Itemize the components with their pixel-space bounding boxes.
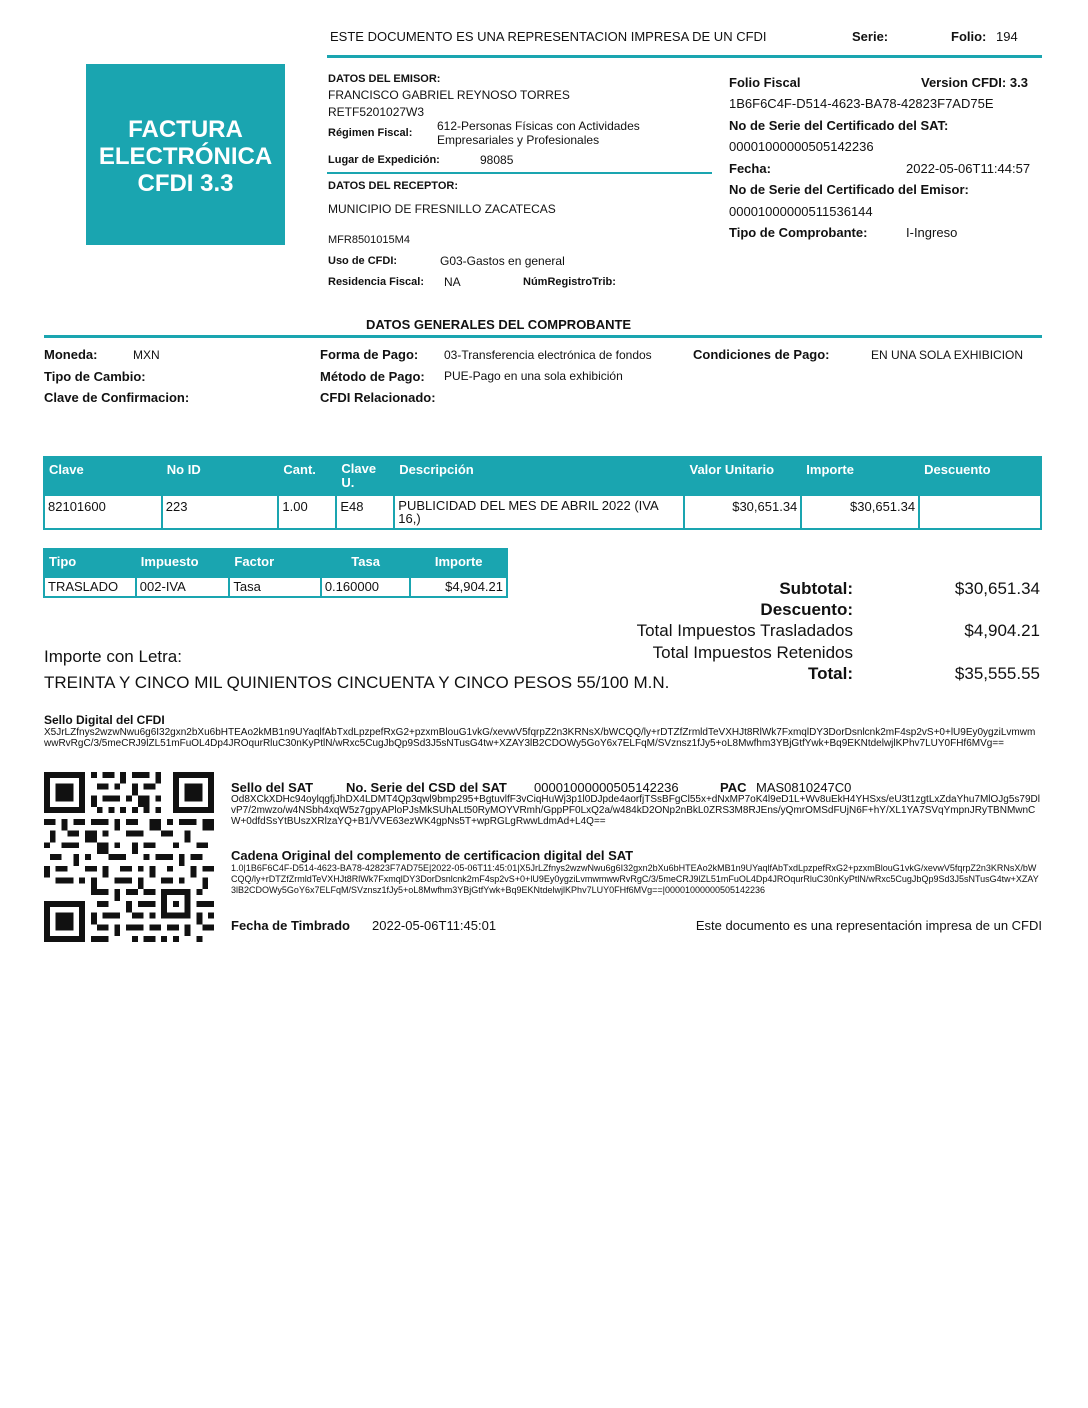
col-importe-impuesto: Importe	[410, 549, 507, 577]
cadena-original-label: Cadena Original del complemento de certificacion digital del SAT	[231, 848, 634, 863]
tipo-comprobante-label: Tipo de Comprobante:	[729, 225, 868, 240]
cell-impuesto: 002-IVA	[136, 577, 230, 597]
col-impuesto: Impuesto	[136, 549, 230, 577]
num-registro-label: NúmRegistroTrib:	[523, 276, 616, 288]
col-clave-unidad: Clave U.	[336, 457, 394, 495]
version-cfdi-label: Version CFDI: 3.3	[921, 75, 1028, 90]
receptor-name: MUNICIPIO DE FRESNILLO ZACATECAS	[328, 202, 556, 216]
cell-tipo: TRASLADO	[44, 577, 136, 597]
subtotal-label: Subtotal:	[779, 579, 853, 598]
tipo-comprobante-value: I-Ingreso	[906, 225, 958, 240]
subtotal-value: $30,651.34	[954, 579, 1040, 598]
fecha-timbrado-label: Fecha de Timbrado	[231, 918, 350, 933]
lugar-label: Lugar de Expedición:	[328, 154, 440, 166]
importe-letra-value: TREINTA Y CINCO MIL QUINIENTOS CINCUENTA Y CINCO PESOS 55/100 M.N.	[44, 673, 670, 692]
table-row	[44, 495, 1041, 529]
col-tipo: Tipo	[44, 549, 136, 577]
pac-value: MAS0810247C0	[756, 780, 852, 795]
trasladados-value: $4,904.21	[964, 621, 1040, 640]
serie-label: Serie:	[852, 29, 889, 44]
cert-sat-label: No de Serie del Certificado del SAT:	[729, 118, 949, 133]
emisor-name: FRANCISCO GABRIEL REYNOSO TORRES	[328, 88, 570, 102]
cfdi-relacionado-label: CFDI Relacionado:	[320, 390, 436, 405]
col-no-id: No ID	[162, 457, 279, 495]
table-row	[44, 577, 507, 597]
sello-cfdi-value: X5JrLZfnys2wzwNwu6g6I32gxn2bXu6bHTEAo2kMB1n9UYaqlfAbTxdLpzpefRxG2+pzxmBlouG1vkG/xevwV5fqrpZ2n3KRNsX/bWCQQ/ly+rDTZfZrmldTeVXHJt8RlWk7FxmqlDY3DorDsnlcnk2mF4sp2vS+0+lU9Ey0ygziLvmwmwwRvRgC/3/5meCRJ9lZL51mFuOL4Dp4JROqurRluC30nKyPtlN/wRxc5CugJbQp9Sd3J5sNTusG4tw+XZAY3lB2CDOWy5GoY6x7ELFqM/SVznsz1fJy5+oL8Mwfhm3YBjGtfYwk+Bq9EKNtdelwjlKPhv7LUY0FHf6MVg==	[44, 727, 1036, 749]
cell-cantidad: 1.00	[278, 495, 336, 529]
condiciones-pago-value: EN UNA SOLA EXHIBICION	[871, 348, 1024, 362]
sello-sat-label: Sello del SAT	[231, 780, 314, 795]
tipo-cambio-label: Tipo de Cambio:	[44, 369, 146, 384]
generales-title: DATOS GENERALES DEL COMPROBANTE	[366, 317, 632, 332]
col-importe: Importe	[801, 457, 919, 495]
emisor-rule	[327, 172, 712, 174]
document-notice: ESTE DOCUMENTO ES UNA REPRESENTACION IMPRESA DE UN CFDI	[330, 29, 767, 44]
descuento-label: Descuento:	[760, 600, 853, 619]
cell-importe-impuesto: $4,904.21	[410, 577, 507, 597]
receptor-title: DATOS DEL RECEPTOR:	[328, 180, 458, 192]
cell-descuento	[919, 495, 1041, 529]
uso-cfdi-value: G03-Gastos en general	[440, 254, 565, 268]
cell-clave-unidad: E48	[336, 495, 394, 529]
cell-no-id: 223	[162, 495, 279, 529]
cell-importe: $30,651.34	[801, 495, 919, 529]
trasladados-label: Total Impuestos Trasladados	[636, 621, 853, 640]
importe-letra-label: Importe con Letra:	[44, 647, 182, 666]
cell-clave: 82101600	[44, 495, 162, 529]
folio-fiscal-label: Folio Fiscal	[729, 75, 801, 90]
metodo-pago-label: Método de Pago:	[320, 369, 425, 384]
pac-label: PAC	[720, 780, 747, 795]
emisor-title: DATOS DEL EMISOR:	[328, 73, 441, 85]
cell-tasa: 0.160000	[321, 577, 411, 597]
cert-emisor-label: No de Serie del Certificado del Emisor:	[729, 182, 969, 197]
clave-confirmacion-label: Clave de Confirmacion:	[44, 390, 190, 405]
lugar-value: 98085	[480, 153, 514, 167]
sello-sat-value: Od8XCkXDHc94oylqgfjJhDX4LDMT4Qp3qwl9bmp295+BgtuvlfF3vCiqHuWj3p1l0DJpde4aorfjTSsBFgCl55x+dNxMP7oK4l9eD1L+Wv8uEkH4YHSxs/eU3t1zgtLxZdaYhu7MlOJg5s79DlvP7/2mwzo/w4NSbh4xqW5z7gpyAPloPJsMkSUhALt50RyMOYVRmh/GppPF0LxQ2a/w484kD2ONp2nBkL0ZRS3M8RJEns/yQmrOMSdFUjN6F+hY/XL1YA7SVqYmpnJRyTBNMwnCW+0dfdSsYtBUszXRlzaYQ+B1/VVE63ezWK4gpNs5T+wpRGLgRwwLdmAd+L4Q==	[231, 794, 1040, 827]
cell-valor-unitario: $30,651.34	[684, 495, 801, 529]
moneda-label: Moneda:	[44, 347, 98, 362]
fecha-value: 2022-05-06T11:44:57	[906, 161, 1031, 176]
condiciones-pago-label: Condiciones de Pago:	[693, 347, 830, 362]
forma-pago-label: Forma de Pago:	[320, 347, 419, 362]
moneda-value: MXN	[133, 348, 160, 362]
col-cantidad: Cant.	[278, 457, 336, 495]
residencia-value: NA	[444, 275, 461, 289]
cadena-original-value: 1.0|1B6F6C4F-D514-4623-BA78-42823F7AD75E|2022-05-06T11:45:01|X5JrLZfnys2wzwNwu6g6I32gxn2bXu6bHTEAo2kMB1n9UYaqlfAbTxdLpzpefRxG2+pzxmBlouG1vkG/xevwV5fqrpZ2n3KRNsX/bWCQQ/ly+rDTZfZrmldTeVXHJt8RlWk7FxmqlDY3DorDsnlcnk2mF4sp2vS+0+lU9Ey0ygziLvmwmwwRvRgC/3/5meCRJ9lZL51mFuOL4Dp4JROqurRluC30nKyPtlN/wRxc5CugJbQp9Sd3J5sNTusG4tw+XZAY3lB2CDOWy5GoY6x7ELFqM/SVznsz1fJy5+oL8Mwfhm3YBjGtfYwk+Bq9EKNtdelwjlKPhv7LUY0FHf6MVg==|00001000000505142236	[231, 863, 1039, 895]
footer-note: Este documento es una representación impresa de un CFDI	[695, 918, 1042, 933]
invoice-logo-box	[86, 64, 285, 245]
col-descripcion: Descripción	[394, 457, 684, 495]
regimen-label: Régimen Fiscal:	[328, 127, 413, 139]
cert-emisor-value: 00001000000511536144	[729, 204, 873, 219]
csd-sat-label: No. Serie del CSD del SAT	[346, 780, 507, 795]
qr-code-image	[44, 772, 214, 942]
emisor-rfc: RETF5201027W3	[328, 105, 425, 119]
cell-factor: Tasa	[229, 577, 320, 597]
uso-cfdi-label: Uso de CFDI:	[328, 255, 398, 267]
cert-sat-value: 00001000000505142236	[729, 139, 874, 154]
logo-line-2: ELECTRÓNICA	[98, 143, 273, 170]
logo-line-1: FACTURA	[128, 116, 243, 143]
metodo-pago-value: PUE-Pago en una sola exhibición	[444, 369, 623, 383]
impuestos-table	[43, 548, 508, 598]
col-valor-unitario: Valor Unitario	[684, 457, 801, 495]
header-rule	[327, 55, 1042, 58]
forma-pago-value: 03-Transferencia electrónica de fondos	[444, 348, 652, 362]
total-value: $35,555.55	[954, 664, 1040, 683]
col-factor: Factor	[229, 549, 320, 577]
receptor-rfc: MFR8501015M4	[328, 234, 410, 246]
logo-line-3: CFDI 3.3	[137, 170, 234, 197]
generales-rule	[44, 335, 1042, 338]
folio-value: 194	[996, 29, 1018, 44]
fecha-label: Fecha:	[729, 161, 771, 176]
conceptos-table	[43, 456, 1042, 530]
col-descuento: Descuento	[919, 457, 1041, 495]
regimen-line-2: Empresariales y Profesionales	[437, 133, 600, 147]
retenidos-label: Total Impuestos Retenidos	[652, 643, 853, 662]
col-tasa: Tasa	[321, 549, 411, 577]
cell-descripcion: PUBLICIDAD DEL MES DE ABRIL 2022 (IVA 16,)	[394, 495, 684, 529]
residencia-label: Residencia Fiscal:	[328, 276, 424, 288]
folio-fiscal-value: 1B6F6C4F-D514-4623-BA78-42823F7AD75E	[729, 96, 994, 111]
regimen-line-1: 612-Personas Físicas con Actividades	[437, 119, 640, 133]
folio-label: Folio:	[951, 29, 987, 44]
csd-sat-value: 00001000000505142236	[534, 780, 679, 795]
total-label: Total:	[807, 664, 853, 683]
fecha-timbrado-value: 2022-05-06T11:45:01	[372, 918, 497, 933]
sello-cfdi-label: Sello Digital del CFDI	[44, 713, 165, 727]
col-clave: Clave	[44, 457, 162, 495]
